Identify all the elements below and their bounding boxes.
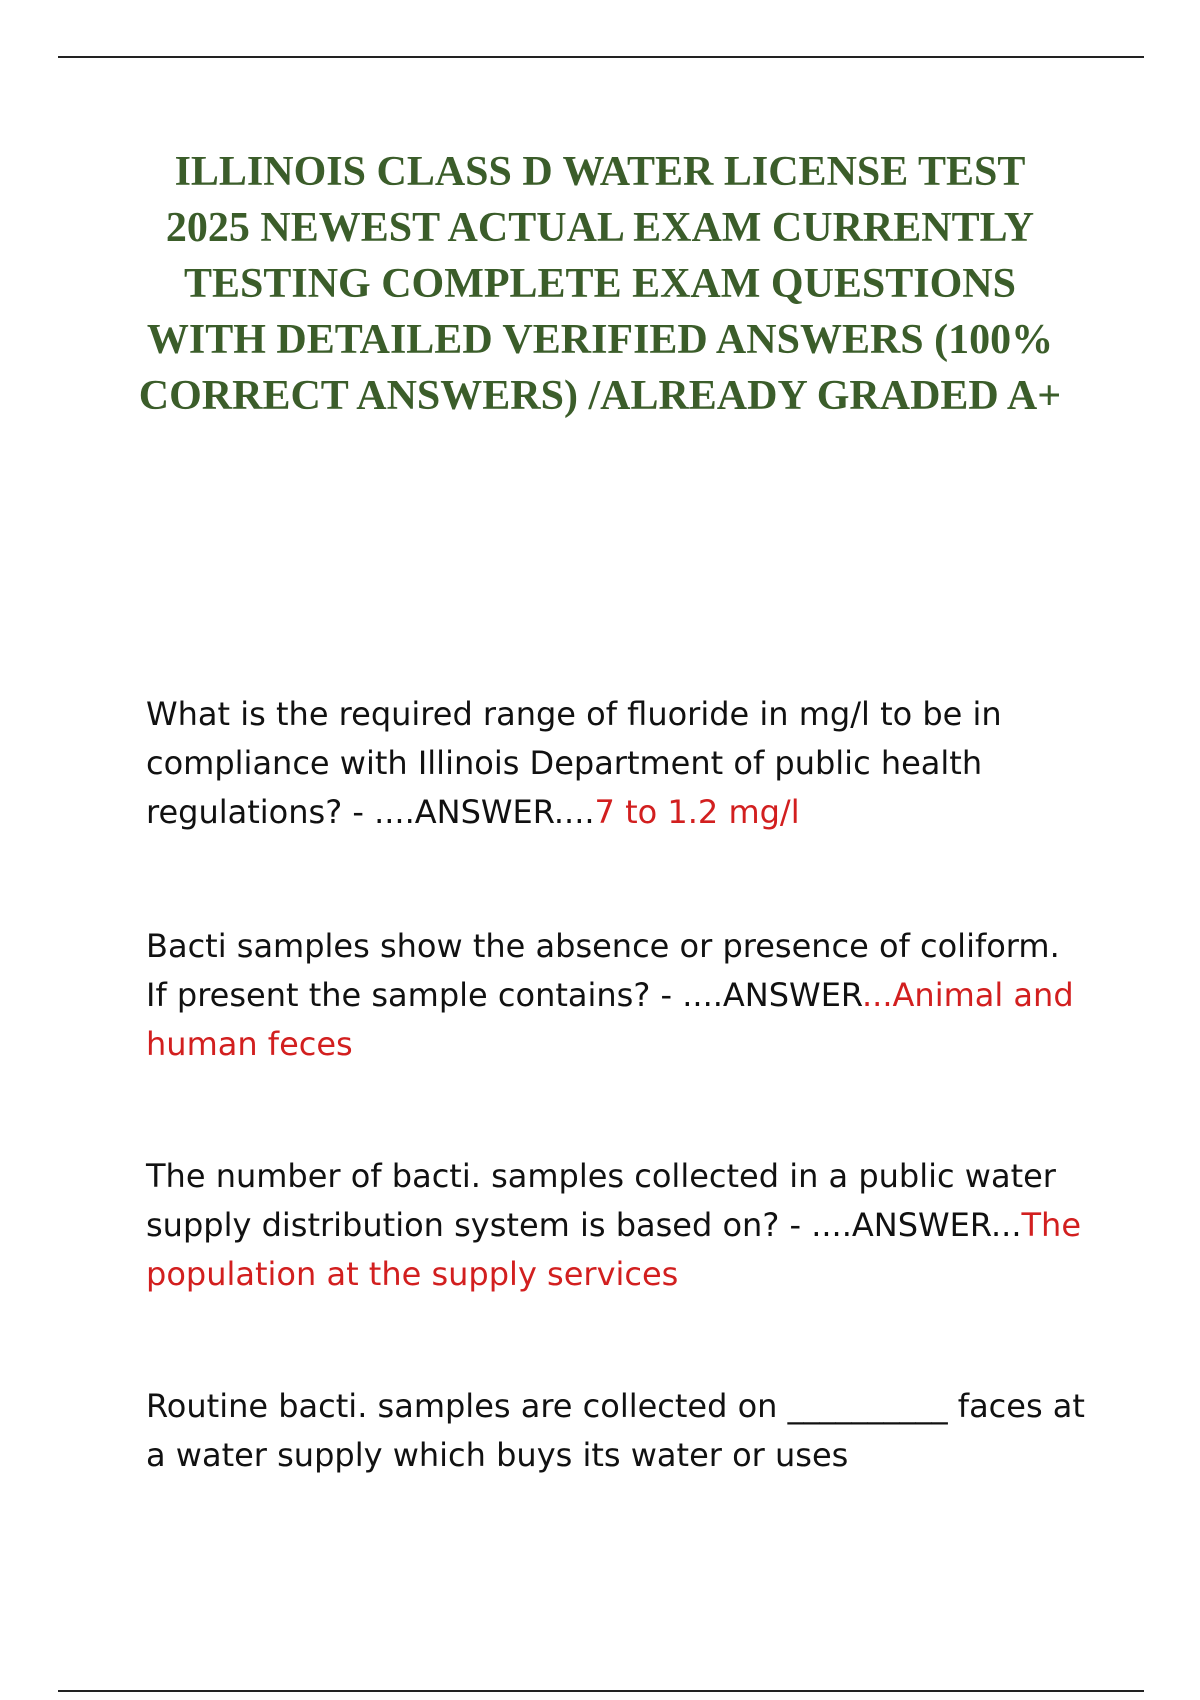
question-text: What is the required range of fluoride in mg/l to be in compliance with Illinois Department of public health regulations? - ....ANSWER.... (146, 695, 1002, 831)
answer-text: ...Animal and human feces (146, 976, 1074, 1063)
top-rule (58, 56, 1144, 58)
bottom-rule (58, 1690, 1144, 1692)
answer-text: 7 to 1.2 mg/l (594, 793, 800, 831)
qa-item (146, 690, 1086, 837)
qa-item (146, 1382, 1086, 1480)
document-title: ILLINOIS CLASS D WATER LICENSE TEST 2025 NEWEST ACTUAL EXAM CURRENTLY TESTING COMPLETE EXAM QUESTIONS WITH DETAILED VERIFIED ANSWERS (100% CORRECT ANSWERS) /ALREADY GRADED A+ (138, 149, 1062, 419)
question-text: The number of bacti. samples collected in a public water supply distribution system is based on? - ....ANSWER... (146, 1157, 1056, 1244)
answer-text: The population at the supply services (146, 1206, 1082, 1293)
question-text: Routine bacti. samples are collected on __________ faces at a water supply which buys its water or uses (146, 1387, 1085, 1474)
question-text: Bacti samples show the absence or presence of coliform. If present the sample contains? - ....ANSWER (146, 927, 1060, 1014)
qa-item (146, 1152, 1086, 1299)
qa-item (146, 922, 1086, 1069)
